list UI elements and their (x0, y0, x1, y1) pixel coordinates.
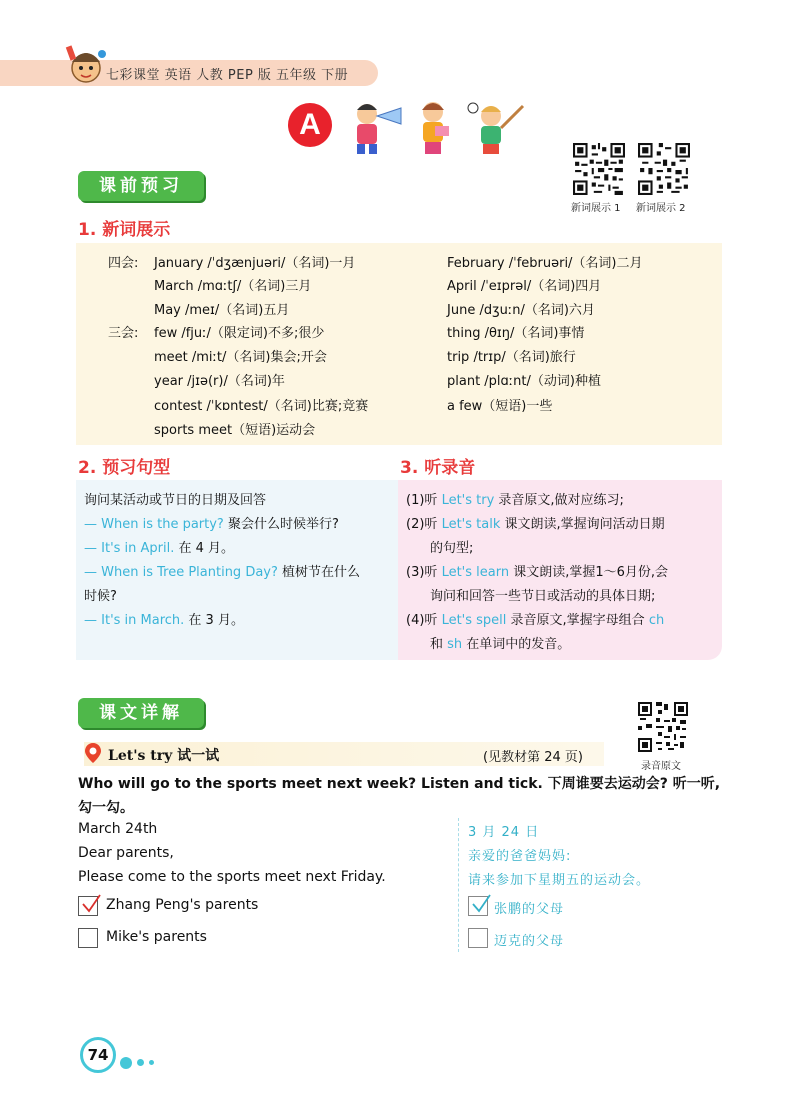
book-title: 七彩课堂 英语 人教 PEP 版 五年级 下册 (106, 68, 349, 83)
note-date-cn: 3 月 24 日 (468, 825, 540, 840)
qr-caption-1: 新词展示 1 (571, 203, 621, 214)
vocab-item: March /mɑːtʃ/（名词)三月 (154, 279, 312, 294)
qr-caption-2: 新词展示 2 (636, 203, 686, 214)
vocab-item: thing /θɪŋ/（名词)事情 (447, 326, 585, 341)
group-three-label: 三会: (108, 326, 139, 341)
textbook-page-ref: (见教材第 24 页) (483, 750, 583, 765)
vocab-item: trip /trɪp/（名词)旅行 (447, 350, 576, 365)
lets-try-title: Let's try 试一试 (108, 748, 220, 764)
decor-dot (120, 1057, 132, 1069)
check-mark-icon (80, 893, 102, 915)
divider (458, 818, 459, 952)
pattern-line: — It's in March. 在 3 月。 (84, 613, 244, 628)
option-checkbox-mike-cn[interactable] (468, 928, 488, 948)
pattern-line: — When is Tree Planting Day? 植树节在什么 (84, 565, 361, 580)
qr-code-audio[interactable] (638, 702, 688, 752)
listen-item: 和 sh 在单词中的发音。 (430, 637, 571, 652)
pattern-heading: 2. 预习句型 (78, 458, 171, 478)
listen-item: (2)听 Let's talk 课文朗读,掌握询问活动日期 (406, 517, 665, 532)
question-line-1: Who will go to the sports meet next week? Listen and tick. 下周谁要去运动会? 听一听, (78, 776, 721, 792)
vocab-item: sports meet（短语)运动会 (154, 423, 316, 438)
note-date: March 24th (78, 821, 158, 837)
vocab-item: meet /miːt/（名词)集会;开会 (154, 350, 327, 365)
location-pin-icon (84, 742, 102, 764)
children-illustration-icon (345, 98, 527, 156)
vocab-item: May /meɪ/（名词)五月 (154, 303, 290, 318)
pattern-intro: 询问某活动或节日的日期及回答 (84, 493, 267, 508)
qr-code-new-words-2[interactable] (638, 143, 690, 195)
listen-item: (1)听 Let's try 录音原文,做对应练习; (406, 493, 624, 508)
option-label-mike: Mike's parents (106, 929, 207, 945)
vocab-item: a few（短语)一些 (447, 399, 553, 414)
pattern-line: — When is the party? 聚会什么时候举行? (84, 517, 339, 532)
vocab-item: plant /plɑːnt/（动词)种植 (447, 374, 601, 389)
question-line-2: 勾一勾。 (78, 800, 134, 816)
listen-heading: 3. 听录音 (400, 458, 476, 478)
pattern-line: 时候? (84, 589, 117, 604)
option-label-mike-cn: 迈克的父母 (494, 934, 565, 949)
option-label-zhang-peng: Zhang Peng's parents (106, 897, 259, 913)
decor-dot (149, 1060, 154, 1065)
decor-dot (137, 1059, 144, 1066)
vocab-heading: 1. 新词展示 (78, 220, 171, 240)
note-greeting: Dear parents, (78, 845, 174, 861)
vocab-item: contest /ˈkɒntest/（名词)比赛;竞赛 (154, 399, 369, 414)
pattern-line: — It's in April. 在 4 月。 (84, 541, 235, 556)
listen-item: 询问和回答一些节日或活动的具体日期; (430, 589, 656, 604)
listen-item: 的句型; (430, 541, 474, 556)
option-label-zhang-peng-cn: 张鹏的父母 (494, 902, 565, 917)
check-mark-icon (470, 893, 492, 915)
mascot-icon (60, 40, 112, 92)
note-body-cn: 请来参加下星期五的运动会。 (468, 873, 651, 888)
qr-code-new-words-1[interactable] (573, 143, 625, 195)
note-body: Please come to the sports meet next Friday. (78, 869, 386, 885)
vocab-item: February /ˈfebruəri/（名词)二月 (447, 256, 643, 271)
vocab-item: January /ˈdʒænjuəri/（名词)一月 (154, 256, 356, 271)
listen-item: (4)听 Let's spell 录音原文,掌握字母组合 ch (406, 613, 665, 628)
vocab-panel (76, 243, 722, 445)
vocab-item: June /dʒuːn/（名词)六月 (447, 303, 595, 318)
page-number: 74 (80, 1037, 116, 1073)
unit-badge: A (288, 103, 332, 147)
option-checkbox-mike[interactable] (78, 928, 98, 948)
note-greeting-cn: 亲爱的爸爸妈妈: (468, 849, 572, 864)
vocab-item: few /fjuː/（限定词)不多;很少 (154, 326, 325, 341)
group-four-label: 四会: (108, 256, 139, 271)
qr-caption-audio: 录音原文 (641, 761, 681, 772)
section-lesson-title: 课文详解 (78, 698, 204, 728)
section-preview-title: 课前预习 (78, 171, 204, 201)
listen-item: (3)听 Let's learn 课文朗读,掌握1～6月份,会 (406, 565, 669, 580)
vocab-item: April /ˈeɪprəl/（名词)四月 (447, 279, 602, 294)
vocab-item: year /jɪə(r)/（名词)年 (154, 374, 285, 389)
